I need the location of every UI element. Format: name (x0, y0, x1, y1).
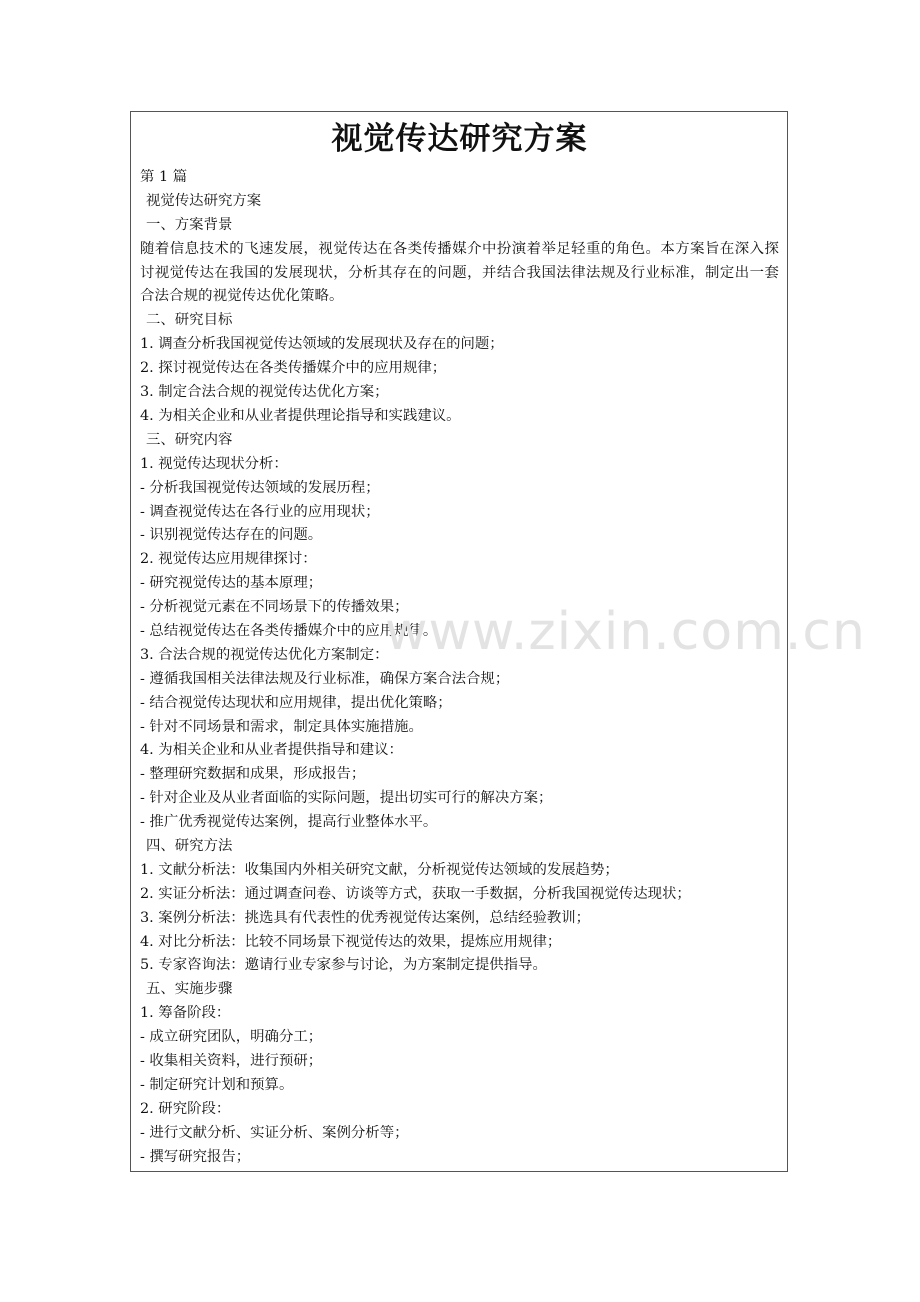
text-line: 4. 为相关企业和从业者提供指导和建议： (140, 742, 403, 759)
text-line: - 分析我国视觉传达领域的发展历程； (140, 479, 380, 496)
text-line: - 识别视觉传达存在的问题。 (140, 527, 323, 544)
text-line: 3. 制定合法合规的视觉传达优化方案； (140, 384, 389, 401)
text-line: - 研究视觉传达的基本原理； (140, 575, 323, 592)
text-line: - 进行文献分析、实证分析、案例分析等； (140, 1124, 409, 1141)
text-line: - 成立研究团队，明确分工； (140, 1029, 323, 1046)
text-line: 1. 文献分析法：收集国内外相关研究文献，分析视觉传达领域的发展趋势； (140, 861, 619, 878)
text-line: 1. 筹备阶段： (140, 1005, 231, 1022)
text-line: - 收集相关资料，进行预研； (140, 1053, 323, 1069)
text-line: 4. 为相关企业和从业者提供理论指导和实践建议。 (140, 407, 461, 424)
text-line: - 调查视觉传达在各行业的应用现状； (140, 503, 380, 520)
section-heading: 二、研究目标 (146, 312, 233, 329)
text-line: - 推广优秀视觉传达案例，提高行业整体水平。 (140, 814, 438, 831)
text-line: - 撰写研究报告； (140, 1148, 251, 1165)
text-line: 2. 实证分析法：通过调查问卷、访谈等方式，获取一手数据，分析我国视觉传达现状； (140, 885, 691, 902)
text-line: 2. 视觉传达应用规律探讨： (140, 551, 317, 568)
document-frame (130, 111, 788, 1172)
text-line: 1. 调查分析我国视觉传达领域的发展现状及存在的问题； (140, 336, 504, 353)
text-line: - 整理研究数据和成果，形成报告； (140, 766, 366, 783)
text-line: - 针对不同场景和需求，制定具体实施措施。 (140, 718, 423, 735)
text-line: 1. 视觉传达现状分析： (140, 455, 288, 472)
text-line: 5. 专家咨询法：邀请行业专家参与讨论，为方案制定提供指导。 (140, 957, 547, 974)
text-line: - 结合视觉传达现状和应用规律，提出优化策略； (140, 694, 452, 711)
document-title: 视觉传达研究方案 (331, 121, 588, 157)
section-heading: 四、研究方法 (146, 837, 233, 854)
text-line: 2. 研究阶段： (140, 1100, 231, 1117)
document-body (140, 166, 779, 1169)
text-line: 随着信息技术的飞速发展，视觉传达在各类传播媒介中扮演着举足轻重的角色。本方案旨在深入探讨视觉传达在我国的发展现状，分析其存在的问题，并结合我国法律法规及行业标准，制定出一套合法合规的视觉传达优化策略。 (140, 240, 779, 305)
text-line: 3. 合法合规的视觉传达优化方案制定： (140, 646, 389, 663)
text-line: 3. 案例分析法：挑选具有代表性的优秀视觉传达案例，总结经验教训； (140, 909, 591, 926)
text-line: - 分析视觉元素在不同场景下的传播效果； (140, 599, 409, 616)
text-line: 4. 对比分析法：比较不同场景下视觉传达的效果，提炼应用规律； (140, 933, 562, 950)
text-line: - 遵循我国相关法律法规及行业标准，确保方案合法合规； (140, 670, 510, 687)
text-line: - 制定研究计划和预算。 (140, 1076, 294, 1093)
text-line: 2. 探讨视觉传达在各类传播媒介中的应用规律； (140, 360, 447, 377)
text-line: - 针对企业及从业者面临的实际问题，提出切实可行的解决方案； (140, 790, 553, 807)
text-line: 第 1 篇 (140, 169, 188, 185)
section-heading: 三、研究内容 (146, 431, 233, 448)
watermark: www.zixin.com.cn (385, 602, 866, 662)
section-heading: 五、实施步骤 (146, 981, 233, 998)
section-heading: 视觉传达研究方案 (146, 192, 262, 209)
text-line: - 总结视觉传达在各类传播媒介中的应用规律。 (140, 622, 438, 639)
section-heading: 一、方案背景 (146, 216, 233, 233)
